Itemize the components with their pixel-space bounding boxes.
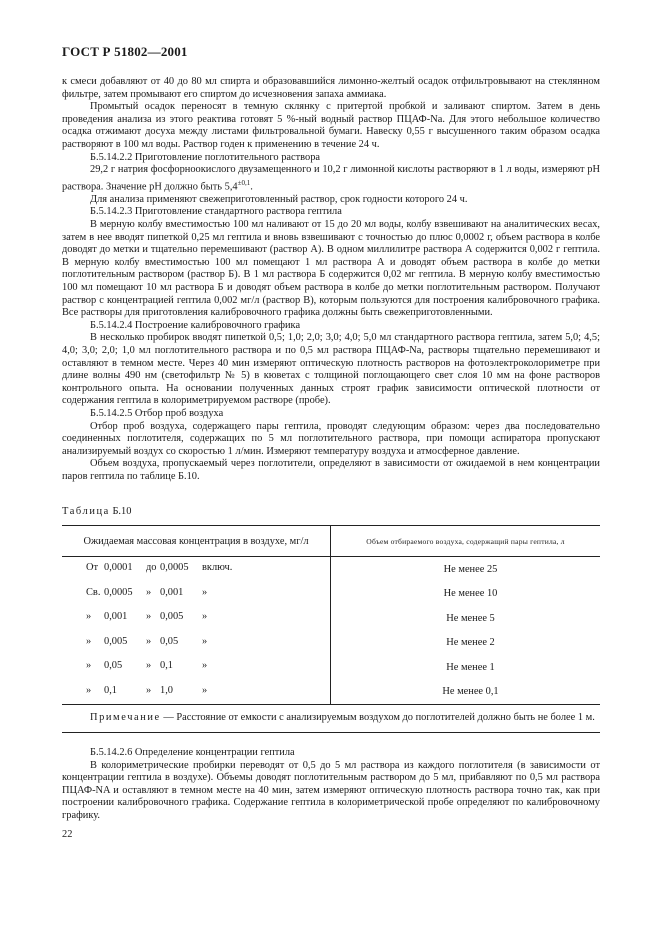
range-from: 0,001 [104, 611, 128, 623]
section-heading: Б.5.14.2.5 Отбор проб воздуха [90, 407, 224, 419]
range-prefix: » [86, 635, 92, 647]
document-header: ГОСТ Р 51802—2001 [62, 44, 188, 59]
concentration-range-cell [62, 557, 331, 582]
range-prefix: От [86, 562, 99, 574]
concentration-range [62, 636, 330, 650]
table-caption [62, 506, 131, 517]
section-heading: Б.5.14.2.4 Построение калибровочного графика [90, 319, 301, 331]
table-note [62, 705, 600, 733]
paragraph: В мерную колбу вместимостью 100 мл наливают от 15 до 20 мл воды, колбу взвешивают на аналитических весах, затем в нее вводят пипеткой 0,25 мл гептила и вновь взвешивают с точностью до плюс 0,0002 г, объем раствора в колбе доводят до метки и тщательно перемешивают (раствор А). В одном миллилитре раствора А содержится 0,002 г гептила. В мерную колбу вместимостью 100 мл помещают 1 мл раствора А и доводят объем раствора в колбе до метки поглотительным раствором (раствор Б). В 1 мл раствора Б содержится 0,02 мг гептила. В мерную колбу вместимостью 100 мл помещают 10 мл раствора Б и доводят объем раствора в колбе до метки поглотительным раствором. Получают раствор с концентрацией гептила 0,002 мг/л (раствор В), которым пользуются для построения калибровочного графика. Все растворы для приготовления калибровочного графика должны быть свежеприготовленными. [62, 219, 600, 319]
paragraph-text: 29,2 г натрия фосфорноокислого двузамещенного и 10,2 г лимонной кислоты растворяют в 1 л воды, измеряют рН раствора. Значение рН должно быть [62, 164, 600, 193]
section-heading: Б.5.14.2.3 Приготовление стандартного раствора гептила [90, 206, 342, 218]
table-row [62, 557, 600, 582]
concentration-range [62, 587, 330, 601]
ph-tolerance: ±0,1 [237, 178, 251, 187]
paragraph: Для анализа применяют свежеприготовленный раствор, срок годности которого 24 ч. [90, 193, 468, 205]
range-from: 0,05 [104, 660, 123, 672]
concentration-range-cell [62, 655, 331, 680]
range-mid: » [146, 586, 152, 598]
range-mid: до [146, 562, 157, 574]
concentration-range-cell [62, 631, 331, 656]
paragraph [62, 164, 600, 194]
range-from: 0,0001 [104, 562, 133, 574]
column-header-concentration: Ожидаемая массовая концентрация в воздухе, мг/л [62, 526, 331, 557]
range-mid: » [146, 684, 152, 696]
concentration-range [62, 562, 330, 576]
concentration-range-cell [62, 606, 331, 631]
note-label: Примечание [90, 712, 161, 723]
paragraph: В несколько пробирок вводят пипеткой 0,5; 1,0; 2,0; 3,0; 4,0; 5,0 мл стандартного раствора гептила, затем 5,0; 4,5; 4,0; 3,0; 2,0; 1,0 мл поглотительного раствора и по 0,5 мл раствора ПЦАФ-Na, растворы тщательно перемешивают и оставляют в темном месте. Через 40 мин измеряют оптическую плотность растворов на фотоэлектроколориметре при длине волны 490 нм (светофильтр № 5) в кюветах с толщиной поглощающего свет слоя 10 мм на фоне растворов контрольного опыта. На основании полученных данных строят график зависимости оптической плотности от содержания гептила в колориметрируемом растворе (пробе). [62, 332, 600, 407]
body-text-upper [62, 76, 600, 483]
volume-cell: Не менее 0,1 [442, 686, 499, 698]
table-row [62, 680, 600, 705]
range-to: 0,1 [160, 660, 173, 672]
range-to: 0,05 [160, 635, 179, 647]
table-header-row [62, 526, 600, 557]
concentration-range-cell [62, 582, 331, 607]
table-caption-number: Б.10 [112, 506, 132, 517]
range-prefix: » [86, 660, 92, 672]
range-suffix: » [202, 684, 208, 696]
range-mid: » [146, 611, 152, 623]
page-number: 22 [62, 829, 73, 840]
section-heading: Б.5.14.2.6 Определение концентрации гептила [90, 747, 295, 758]
range-prefix: Св. [86, 586, 101, 598]
paragraph: Промытый осадок переносят в темную склянку с притертой пробкой и заливают спиртом. Затем в день проведения анализа из этого реактива готовят 5 %-ный водный раствор ПЦАФ-Na. Для этого небольшое количество осадка отжимают досуха между листами фильтровальной бумаги. Навеску 0,55 г высушенного таким образом осадка растворяют в 100 мл воды. Раствор годен к применению в течение 24 ч. [62, 101, 600, 150]
table-caption-label: Таблица [62, 506, 110, 517]
body-text-lower [62, 747, 600, 823]
range-suffix: » [202, 586, 208, 598]
table-row [62, 631, 600, 656]
volume-cell: Не менее 1 [446, 661, 495, 673]
paragraph: Отбор проб воздуха, содержащего пары гептила, проводят следующим образом: через два последовательно соединенных поглотителя, содержащих по 5 мл поглотительного раствора, при помощи аспиратора пропускают анализируемый воздух со скоростью 1 л/мин. Измеряют температуру воздуха и атмосферное давление. [62, 420, 600, 457]
range-to: 0,005 [160, 611, 184, 623]
note-text: — Расстояние от емкости с анализируемым воздухом до поглотителей должно быть не более 1 м. [163, 712, 595, 723]
range-mid: » [146, 660, 152, 672]
paragraph: Объем воздуха, пропускаемый через поглотители, определяют в зависимости от ожидаемой в нем концентрации паров гептила по таблице Б.10. [62, 458, 600, 482]
range-to: 1,0 [160, 684, 173, 696]
range-suffix: » [202, 660, 208, 672]
table-row [62, 582, 600, 607]
concentration-range [62, 660, 330, 674]
paragraph: В колориметрические пробирки переводят от 0,5 до 5 мл раствора из каждого поглотителя (в зависимости от концентрации гептила в воздухе). Объемы доводят поглотительным раствором до 5 мл, прибавляют по 0,5 мл раствора ПЦАФ-NA и оставляют в темном месте на 40 мин, затем измеряют оптическую плотность раствора точно так, как при построении калибровочного графика. Содержание гептила в колориметрической пробе определяют по калибровочному графику. [62, 759, 601, 821]
range-suffix: » [202, 635, 208, 647]
volume-cell: Не менее 10 [443, 588, 498, 600]
ph-value: 5,4 [224, 181, 238, 193]
column-header-volume: Объем отбираемого воздуха, содержащий пары гептила, л [331, 526, 601, 557]
volume-cell: Не менее 5 [446, 612, 495, 624]
range-prefix: » [86, 611, 92, 623]
range-from: 0,005 [104, 635, 128, 647]
paragraph: к смеси добавляют от 40 до 80 мл спирта и образовавшийся лимонно-желтый осадок отфильтровывают на стеклянном фильтре, затем промывают его спиртом до исчезновения запаха аммиака. [62, 76, 600, 100]
concentration-range [62, 611, 330, 625]
volume-cell: Не менее 2 [446, 637, 495, 649]
table-row [62, 655, 600, 680]
paragraph-end: . [250, 181, 253, 193]
concentration-table [62, 525, 600, 733]
concentration-range [62, 685, 330, 699]
table-note-row [62, 705, 600, 733]
table-row [62, 606, 600, 631]
range-to: 0,0005 [160, 562, 189, 574]
range-mid: » [146, 635, 152, 647]
range-suffix: » [202, 611, 208, 623]
range-suffix: включ. [202, 562, 233, 574]
concentration-range-cell [62, 680, 331, 705]
section-heading: Б.5.14.2.2 Приготовление поглотительного раствора [90, 151, 321, 163]
volume-cell: Не менее 25 [443, 563, 498, 575]
range-from: 0,1 [104, 684, 117, 696]
range-to: 0,001 [160, 586, 184, 598]
range-from: 0,0005 [104, 586, 133, 598]
range-prefix: » [86, 684, 92, 696]
table-body [62, 557, 600, 733]
